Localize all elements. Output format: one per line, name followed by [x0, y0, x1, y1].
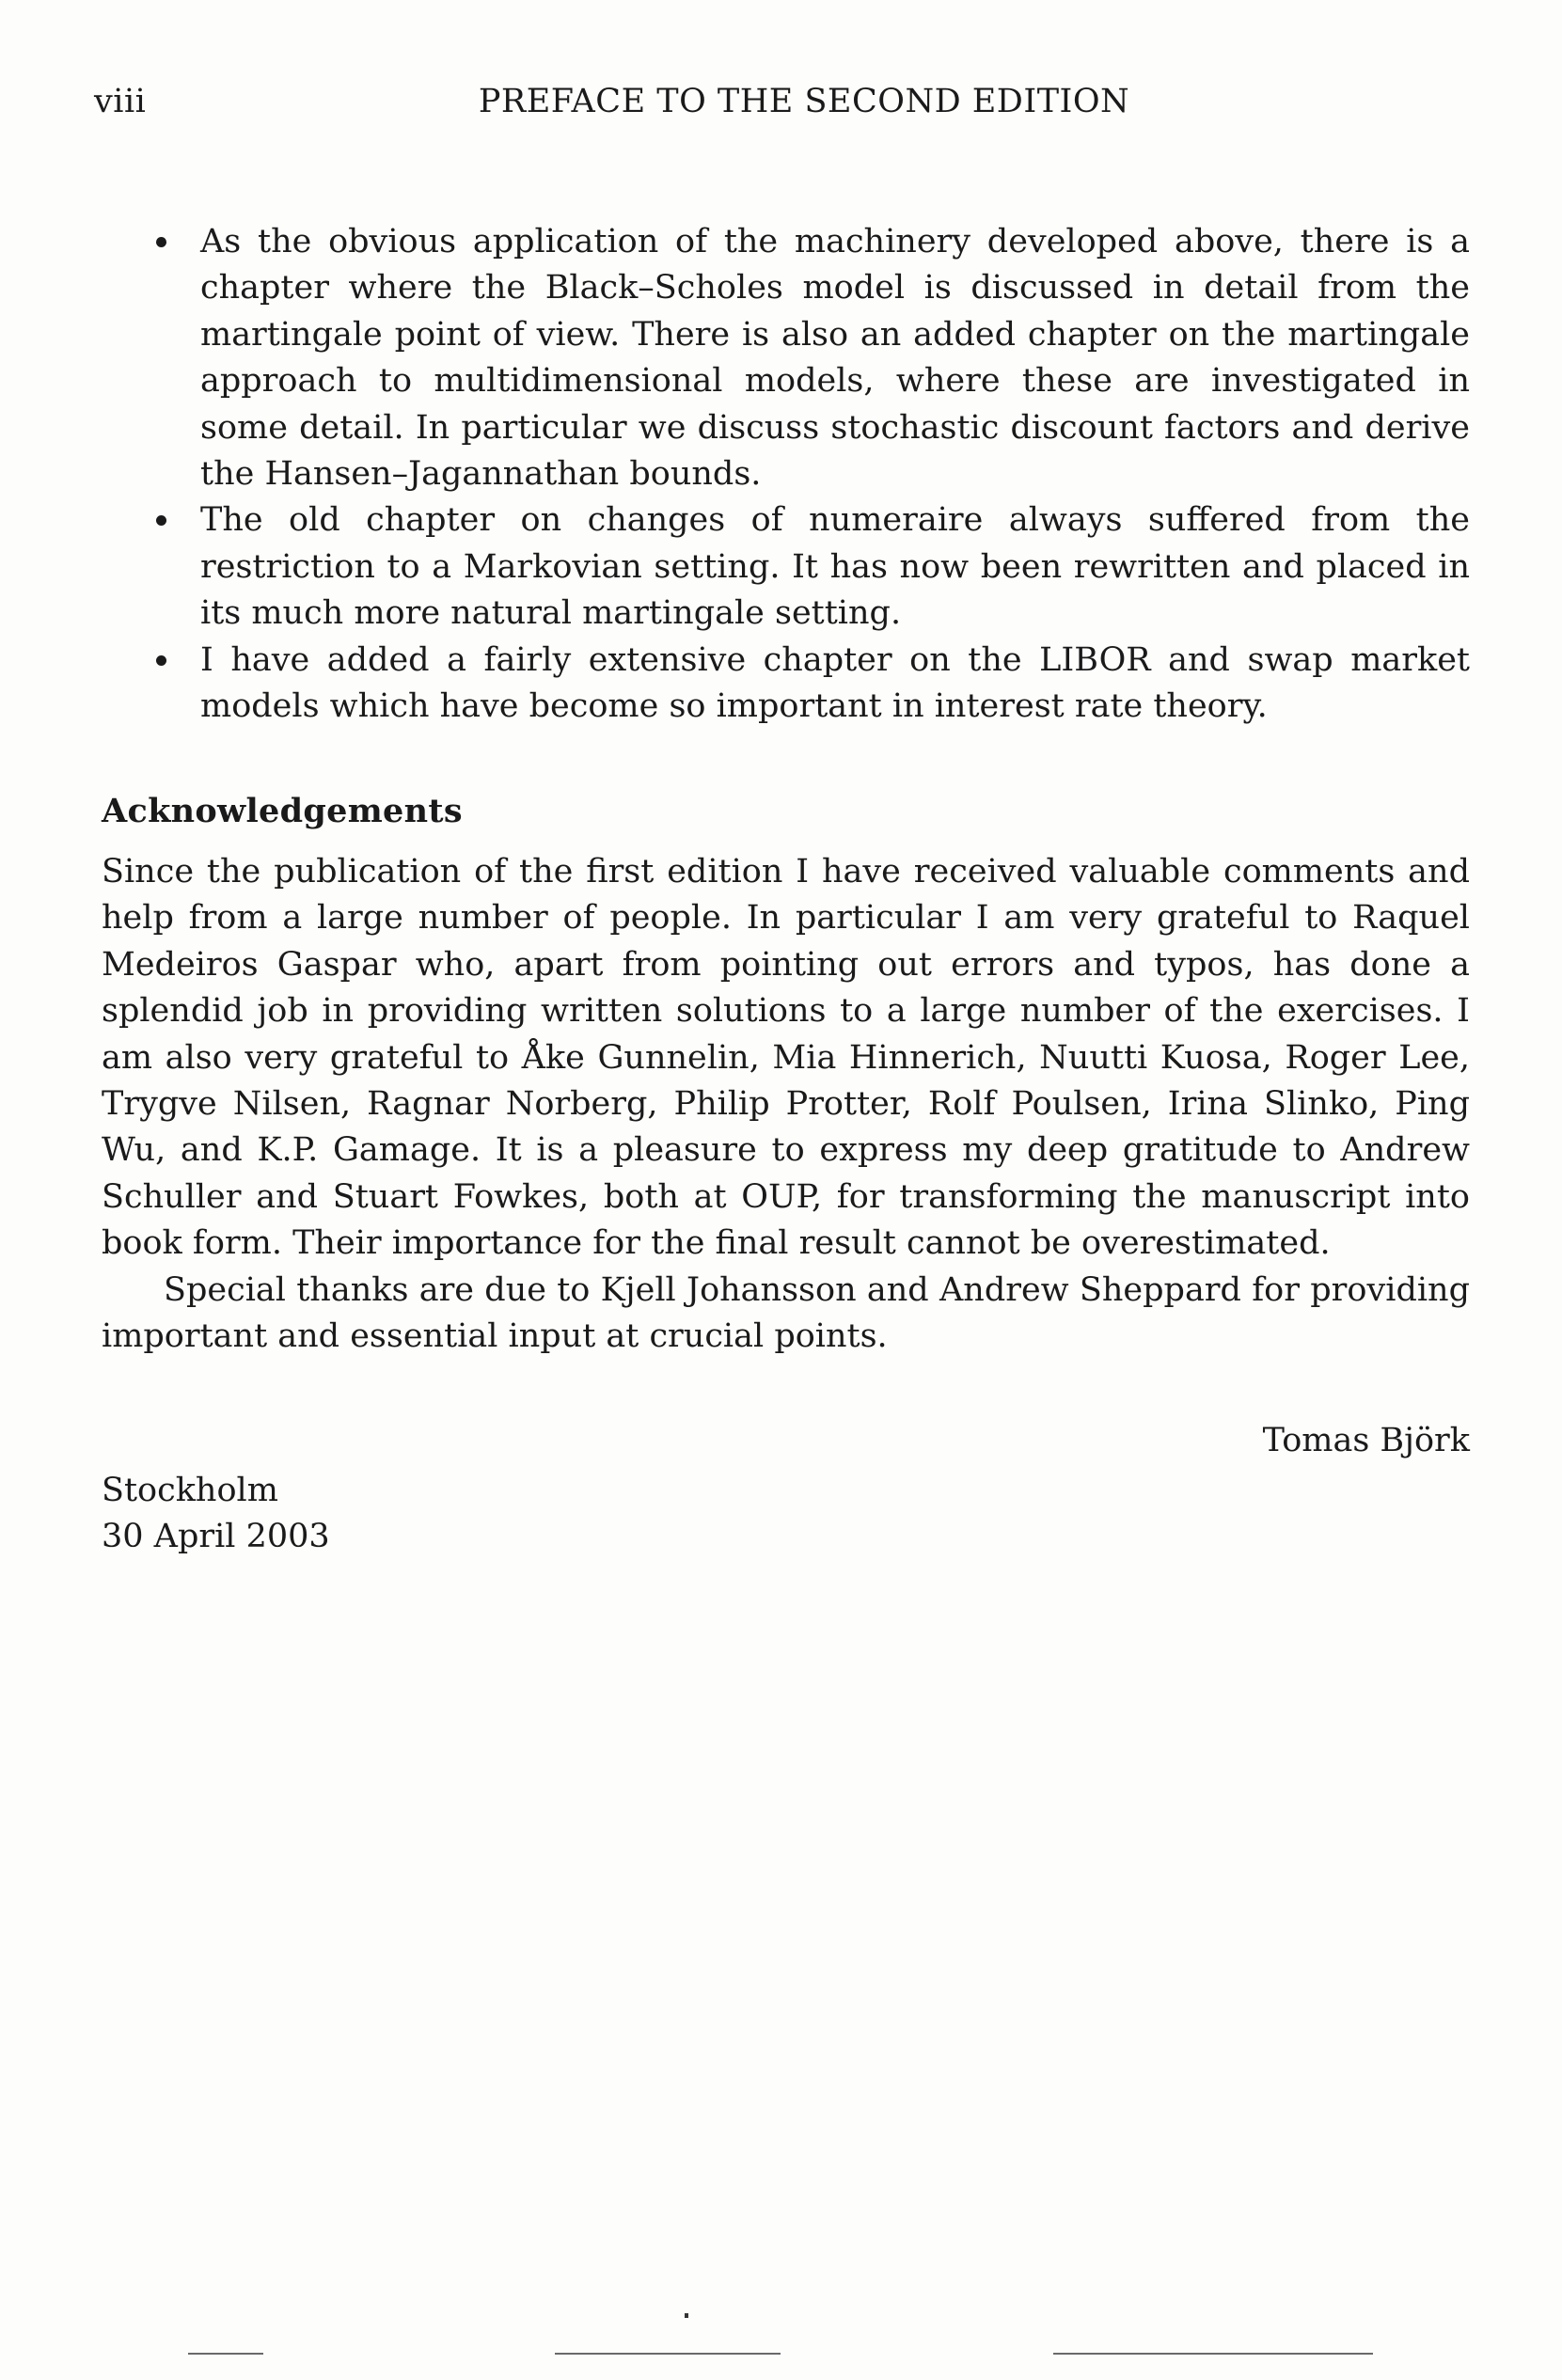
bullet-icon: [156, 237, 166, 247]
bullet-list: [102, 219, 1470, 730]
list-item: [102, 497, 1470, 637]
section-heading: Acknowledgements: [102, 792, 463, 830]
bullet-icon: [156, 655, 166, 666]
acknowledgements-body: [102, 849, 1470, 1360]
paragraph: Special thanks are due to Kjell Johansson and Andrew Sheppard for providing important and essential input at crucial points.: [102, 1270, 1470, 1356]
scan-artifact: [188, 2353, 263, 2355]
place-date: [102, 1468, 330, 1561]
bullet-icon: [156, 515, 166, 526]
list-item: [102, 219, 1470, 497]
scan-artifact: [555, 2353, 781, 2355]
place: Stockholm: [102, 1472, 278, 1509]
scan-artifact: [1053, 2353, 1373, 2355]
list-item: [102, 638, 1470, 731]
bullet-text: I have added a fairly extensive chapter on the LIBOR and swap market models which have become so important in interest rate theory.: [200, 640, 1470, 726]
bullet-text: The old chapter on changes of numeraire always suffered from the restriction to a Markovian setting. It has now been rewritten and placed in its much more natural martingale setting.: [200, 501, 1470, 633]
paragraph: Since the publication of the first edition I have received valuable comments and help from a large number of people. In particular I am very grateful to Raquel Medeiros Gaspar who, apart from pointing out errors and typos, has done a splendid job in providing written solutions to a large number of the exercises. I am also very grateful to Åke Gunnelin, Mia Hinnerich, Nuutti Kuosa, Roger Lee, Trygve Nilsen, Ragnar Norberg, Philip Protter, Rolf Poulsen, Irina Slinko, Ping Wu, and K.P. Gamage. It is a pleasure to express my deep gratitude to Andrew Schuller and Stuart Fowkes, both at OUP, for transforming the manuscript into book form. Their importance for the final result cannot be overestimated.: [102, 853, 1470, 1263]
scan-artifact: [685, 2313, 688, 2318]
running-title: PREFACE TO THE SECOND EDITION: [478, 83, 1130, 120]
running-head: [94, 83, 1476, 120]
date: 30 April 2003: [102, 1518, 330, 1556]
author-signature: Tomas Björk: [1262, 1422, 1470, 1459]
bullet-text: As the obvious application of the machinery developed above, there is a chapter where the Black–Scholes model is discussed in detail from the martingale point of view. There is also an added chapter on the martingale approach to multidimensional models, where these are investigated in some detail. In particular we discuss stochastic discount factors and derive the Hansen–Jagannathan bounds.: [200, 223, 1470, 494]
page-number: viii: [94, 83, 147, 120]
